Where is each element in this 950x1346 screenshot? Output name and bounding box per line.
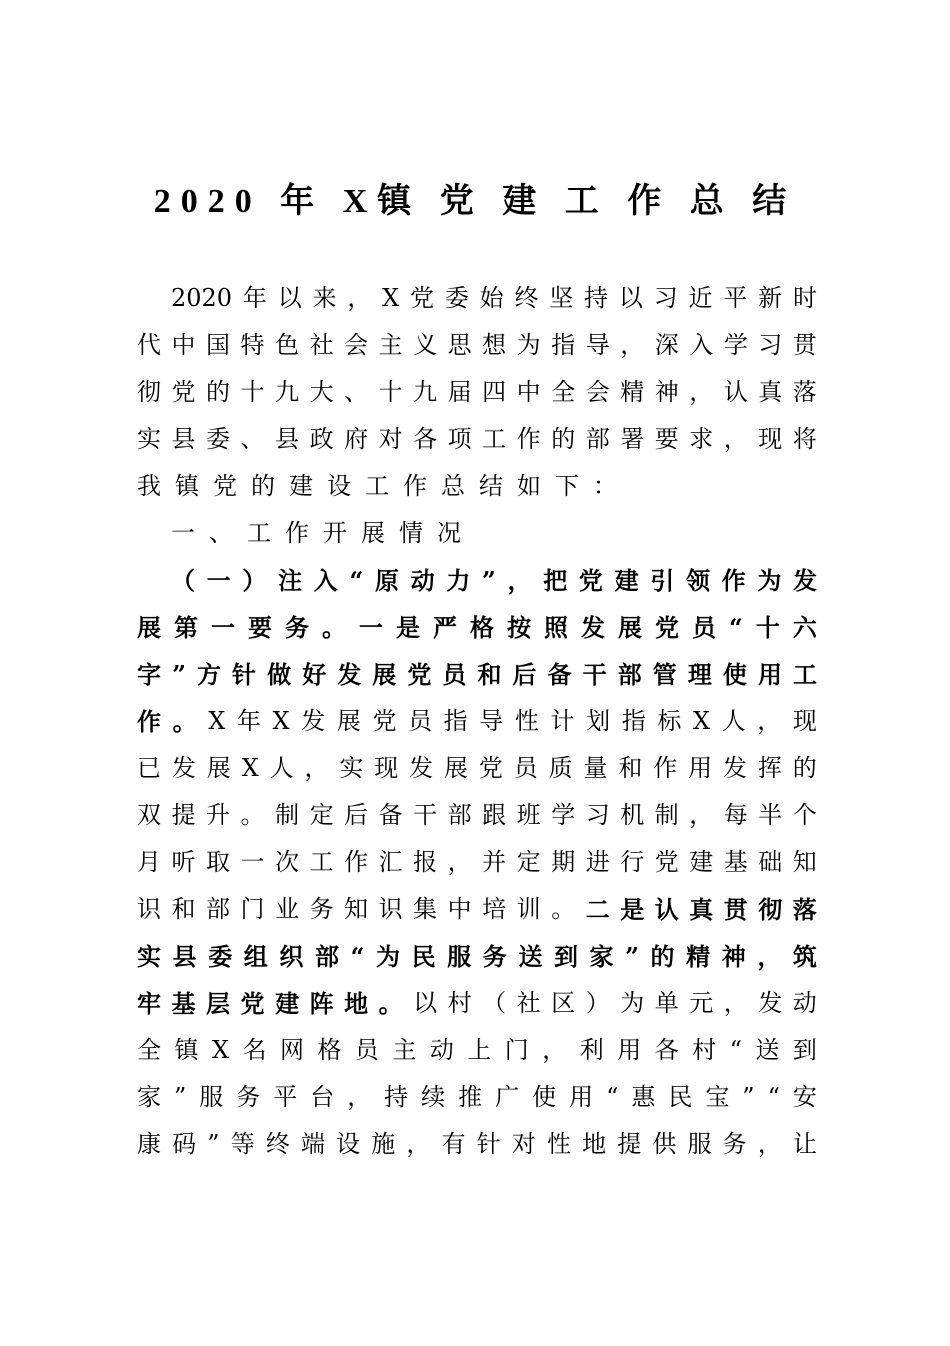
body-line: 作 。 X 年 X 发 展 党 员 指 导 性 计 划 指 标 X 人 ， 现 — [137, 707, 817, 736]
body-line: 2020 年 以 来 ， X 党 委 始 终 坚 持 以 习 近 平 新 时 — [171, 284, 817, 312]
body-line: （ 一 ） 注 入 “ 原 动 力 ” ， 把 党 建 引 领 作 为 发 — [171, 566, 817, 595]
body-line: 彻 党 的 十 九 大 、 十 九 届 四 中 全 会 精 神 ， 认 真 落 — [137, 378, 817, 406]
body-line: 月 听 取 一 次 工 作 汇 报 ， 并 定 期 进 行 党 建 基 础 知 — [137, 848, 817, 876]
body-line: 实 县 委 、 县 政 府 对 各 项 工 作 的 部 署 要 求 ， 现 将 — [137, 425, 817, 453]
body-line: 牢 基 层 党 建 阵 地 。 以 村 （ 社 区 ） 为 单 元 ， 发 动 — [137, 989, 817, 1018]
body-line: 代 中 国 特 色 社 会 主 义 思 想 为 指 导 ， 深 入 学 习 贯 — [137, 331, 817, 359]
section-heading: 一 、 工 作 开 展 情 况 — [171, 519, 461, 547]
body-line: 已 发 展 X 人 ， 实 现 发 展 党 员 质 量 和 作 用 发 挥 的 — [137, 754, 817, 782]
body-line: 字 ” 方 针 做 好 发 展 党 员 和 后 备 干 部 管 理 使 用 工 — [137, 660, 817, 689]
body-line: 全 镇 X 名 网 格 员 主 动 上 门 ， 利 用 各 村 “ 送 到 — [137, 1036, 817, 1064]
body-line: 实 县 委 组 织 部 “ 为 民 服 务 送 到 家 ” 的 精 神 ， 筑 — [137, 942, 817, 971]
body-line: 展 第 一 要 务 。 一 是 严 格 按 照 发 展 党 员 “ 十 六 — [137, 613, 817, 642]
body-line: 康 码 ” 等 终 端 设 施 ， 有 针 对 性 地 提 供 服 务 ， 让 — [137, 1130, 817, 1158]
document-body — [137, 275, 817, 1168]
body-line: 识 和 部 门 业 务 知 识 集 中 培 训 。 二 是 认 真 贯 彻 落 — [137, 895, 817, 924]
body-line: 我 镇 党 的 建 设 工 作 总 结 如 下 ： — [137, 472, 617, 500]
document-title: 2020 年 X镇 党 建 工 作 总 结 — [153, 183, 797, 220]
body-line: 家 ” 服 务 平 台 ， 持 续 推 广 使 用 “ 惠 民 宝 ” “ 安 — [137, 1083, 817, 1111]
body-line: 双 提 升 。 制 定 后 备 干 部 跟 班 学 习 机 制 ， 每 半 个 — [137, 801, 817, 829]
